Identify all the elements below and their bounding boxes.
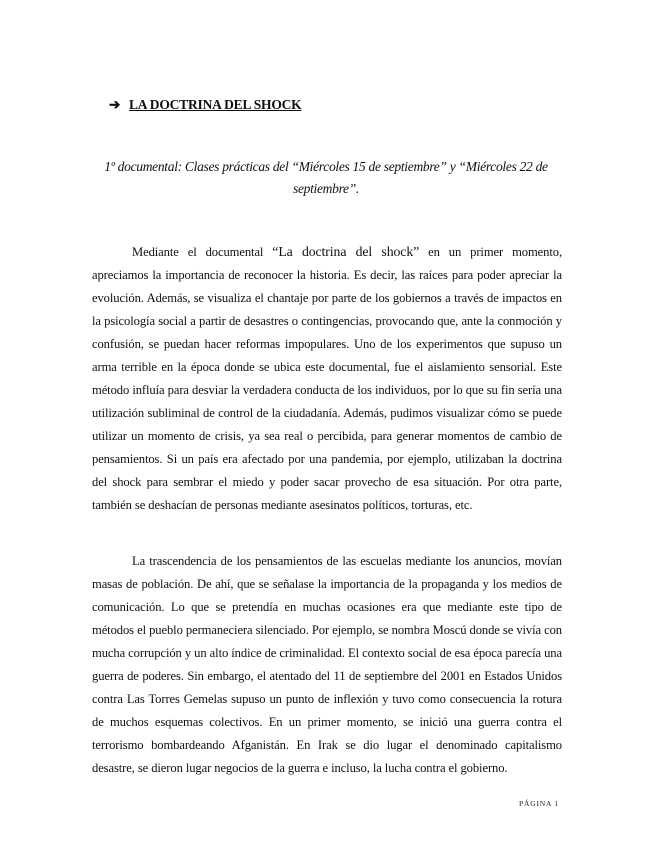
- documentary-subtitle: 1º documental: Clases prácticas del “Miércoles 15 de septiembre” y “Miércoles 22 de septiembre”.: [104, 159, 548, 196]
- arrow-right-icon: ➔: [109, 97, 121, 112]
- heading-text: LA DOCTRINA DEL SHOCK: [129, 97, 302, 112]
- paragraph-1: [92, 240, 562, 517]
- paragraph-2: La trascendencia de los pensamientos de las escuelas mediante los anuncios, movían masas de población. De ahí, que se señalase la importancia de la propaganda y los medios de comunicación. Lo que se pretendía en muchas ocasiones era que mediante este tipo de métodos el pueblo permaneciera silenciado. Por ejemplo, se nombra Moscú donde se vivía con mucha corrupción y un alto índice de criminalidad. El contexto social de esa época parecía una guerra de poderes. Sin embargo, el atentado del 11 de septiembre del 2001 en Estados Unidos contra Las Torres Gemelas supuso un punto de inflexión y tuvo como consecuencia la rotura de muchos esquemas colectivos. En un primer momento, se inició una guerra contra el terrorismo bombardeando Afganistán. En Irak se dio lugar el denominado capitalismo desastre, se dieron lugar negocios de la guerra e incluso, la lucha contra el gobierno.: [92, 554, 562, 775]
- paragraph-1-body: en un primer momento, apreciamos la importancia de reconocer la historia. Es decir, las raíces para poder apreciar la evolución. Además, se visualiza el chantaje por parte de los gobiernos a través de impactos en la psicología social a partir de desastres o contingencias, provocando que, ante la conmoción y confusión, se puedan hacer reformas impopulares. Uno de los experimentos que supuso un arma terrible en la época donde se ubica este documental, fue el aislamiento sensorial. Este método influía para desviar la verdadera conducta de los individuos, por lo que su fin sería una utilización subliminal de control de la ciudadanía. Además, pudimos visualizar cómo se puede utilizar un momento de crisis, ya sea real o percibida, para generar momentos de cambio de pensamientos. Si un país era afectado por una pandemia, por ejemplo, utilizaban la doctrina del shock para sembrar el miedo y poder sacar provecho de esa situación. Por otra parte, también se deshacían de personas mediante asesinatos políticos, torturas, etc.: [92, 245, 562, 512]
- paragraph-1-intro: Mediante el documental: [132, 245, 273, 259]
- page-number: PÁGINA 1: [519, 799, 559, 808]
- documentary-title: “La doctrina del shock”: [272, 244, 420, 259]
- section-heading: [109, 97, 301, 113]
